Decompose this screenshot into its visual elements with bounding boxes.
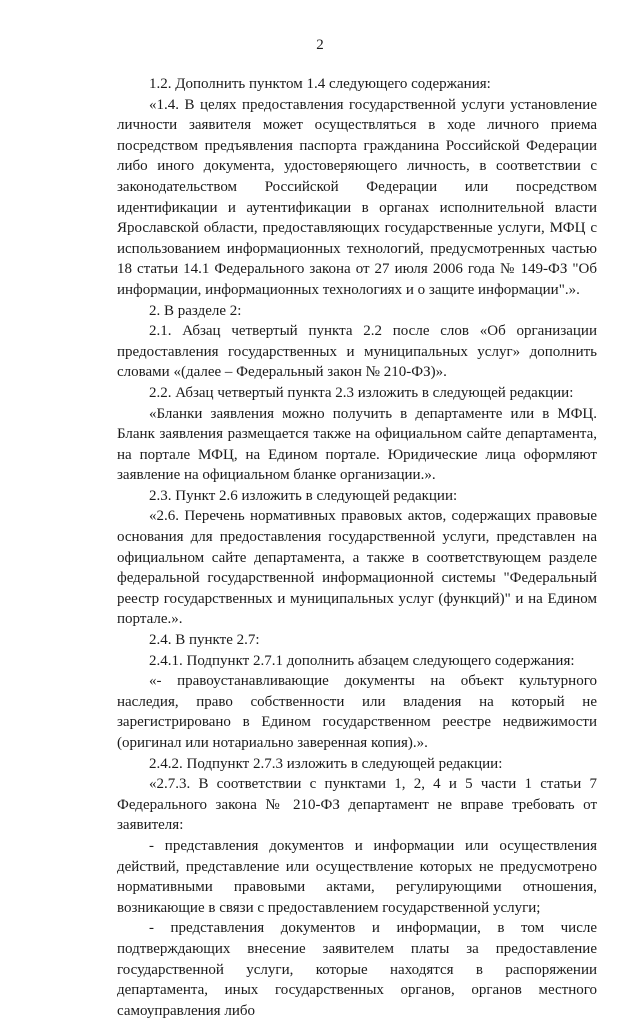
- paragraph: 2.2. Абзац четвертый пункта 2.3 изложить в следующей редакции:: [149, 384, 574, 401]
- paragraph: 2.1. Абзац четвертый пункта 2.2 после слов «Об организации предоставления государственных и муниципальных услуг» дополнить словами «(далее – Федеральный закон № 210-ФЗ)».: [117, 323, 597, 381]
- paragraph: «- правоустанавливающие документы на объект культурного наследия, право собственности или владения на который не зарегистрировано в Едином государственном реестре недвижимости (оригинал или нотариально заверенная копия).».: [117, 673, 597, 751]
- page-number: 2: [316, 37, 324, 53]
- paragraph: 2.4.2. Подпункт 2.7.3 изложить в следующей редакции:: [149, 755, 503, 772]
- paragraph: 2.3. Пункт 2.6 изложить в следующей редакции:: [149, 487, 458, 504]
- paragraph: 2.4. В пункте 2.7:: [149, 632, 260, 649]
- document-body: [117, 74, 597, 1021]
- paragraph: 2.4.1. Подпункт 2.7.1 дополнить абзацем следующего содержания:: [149, 652, 575, 669]
- paragraph: «2.7.3. В соответствии с пунктами 1, 2, 4 и 5 части 1 статьи 7 Федерального закона № 210-ФЗ департамент не вправе требовать от заявителя:: [117, 776, 597, 834]
- paragraph: «Бланки заявления можно получить в департаменте или в МФЦ. Бланк заявления размещается также на официальном сайте департамента, на портале МФЦ, на Едином портале. Юридические лица оформляют заявление на официальном бланке организации.».: [117, 405, 597, 484]
- paragraph: 2. В разделе 2:: [149, 302, 242, 319]
- paragraph: - представления документов и информации или осуществления действий, представление или осуществление которых не предусмотрено нормативными правовыми актами, регулирующими отношения, возникающие в связи с предоставлением государственной услуги;: [117, 837, 597, 916]
- paragraph: - представления документов и информации, в том числе подтверждающих внесение заявителем платы за предоставление государственной услуги, которые находятся в распоряжении департамента, иных государственных органов, органов местного самоуправления либо: [117, 920, 597, 1019]
- paragraph: «2.6. Перечень нормативных правовых актов, содержащих правовые основания для предоставления государственной услуги, представлен на официальном сайте департамента, а также в соответствующем разделе федеральной государственной информационной системы "Федеральный реестр государственных и муниципальных услуг (функций)" и на Едином портале.».: [117, 508, 597, 628]
- paragraph: «1.4. В целях предоставления государственной услуги установление личности заявителя может осуществляться в ходе личного приема посредством предъявления паспорта гражданина Российской Федерации либо иного документа, удостоверяющего личность, в соответствии с законодательством Российской Федерации или посредством идентификации и аутентификации в органах исполнительной власти Ярославской области, предоставляющих государственные услуги, МФЦ с использованием информационных технологий, предусмотренных частью 18 статьи 14.1 Федерального закона от 27 июля 2006 года № 149-ФЗ "Об информации, информационных технологиях и о защите информации".».: [117, 96, 597, 298]
- paragraph: 1.2. Дополнить пунктом 1.4 следующего содержания:: [149, 76, 491, 92]
